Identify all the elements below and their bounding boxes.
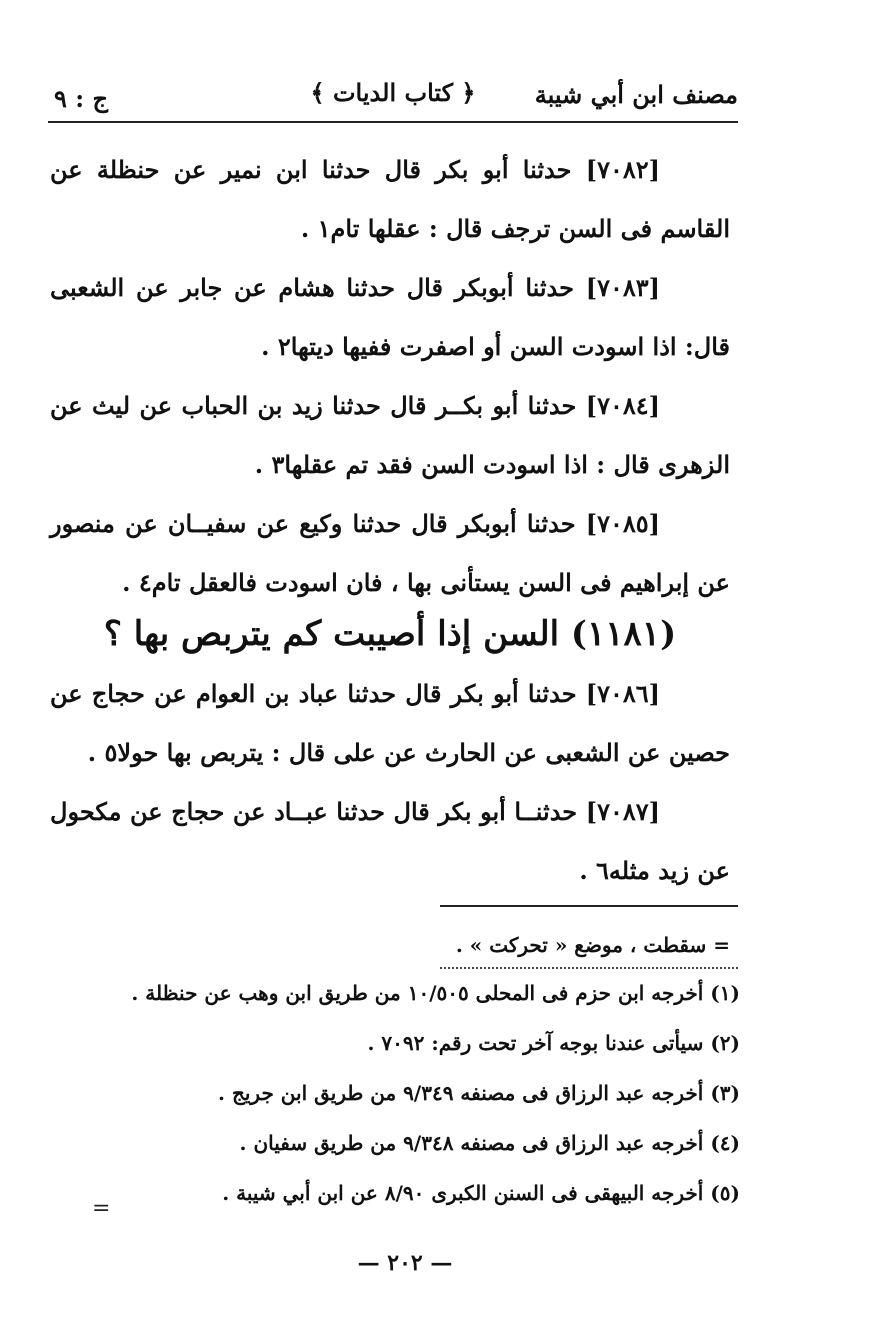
section-heading: (١١٨١) السن إذا أصيبت كم يتربص بها ؟ xyxy=(103,614,677,654)
volume-number: ج : ٩ xyxy=(54,84,108,113)
main-text xyxy=(50,140,730,612)
hadith-paragraph: [٧٠٨٥] حدثنا أبوبكر قال حدثنا وكيع عن سفيــان عن منصور عن إبراهيم فى السن يستأنى بها ، فان اسودت فالعقل تام٤ . xyxy=(50,509,730,597)
running-header xyxy=(48,74,738,118)
hadith-paragraph: [٧٠٨٧] حدثنــا أبو بكر قال حدثنا عبــاد عن حجاج عن مكحول عن زيد مثله٦ . xyxy=(50,797,730,885)
hadith-paragraph: [٧٠٨٢] حدثنا أبو بكر قال حدثنا ابن نمير عن حنظلة عن القاسم فى السن ترجف قال : عقلها تام١ . xyxy=(50,155,730,243)
footnote-continuation: = سقطت ، موضع « تحركت » . xyxy=(455,933,730,957)
footnote-item: (٢) سيأتى عندنا بوجه آخر تحت رقم: ٧٠٩٢ . xyxy=(367,1031,740,1055)
hadith-paragraph: [٧٠٨٣] حدثنا أبوبكر قال حدثنا هشام عن جابر عن الشعبى قال: اذا اسودت السن أو اصفرت ففيها ديتها٢ . xyxy=(50,273,730,361)
chapter-title: ﴿ كتاب الديات ﴾ xyxy=(310,78,476,107)
book-title: مصنف ابن أبي شيبة xyxy=(534,80,738,109)
header-rule xyxy=(48,121,738,123)
footnote-item: (٥) أخرجه البيهقى فى السنن الكبرى ٨/٩٠ عن ابن أبي شيبة . xyxy=(222,1181,740,1205)
footnote-item: (٣) أخرجه عبد الرزاق فى مصنفه ٩/٣٤٩ من طريق ابن جريج . xyxy=(218,1081,740,1105)
main-text-continued xyxy=(50,664,730,900)
footnote-item: (١) أخرجه ابن حزم فى المحلى ١٠/٥٠٥ من طريق ابن وهب عن حنظلة . xyxy=(131,981,740,1005)
footnote-item: (٤) أخرجه عبد الرزاق فى مصنفه ٩/٣٤٨ من طريق سفيان . xyxy=(239,1131,740,1155)
footnote-continuation-mark: = xyxy=(92,1196,111,1221)
hadith-paragraph: [٧٠٨٦] حدثنا أبو بكر قال حدثنا عباد بن العوام عن حجاج عن حصين عن الشعبى عن الحارث عن على قال : يتربص بها حولا٥ . xyxy=(50,679,730,767)
footnote-rule xyxy=(440,905,738,907)
hadith-paragraph: [٧٠٨٤] حدثنا أبو بكــر قال حدثنا زيد بن الحباب عن ليث عن الزهرى قال : اذا اسودت السن فقد تم عقلها٣ . xyxy=(50,391,730,479)
page-number: — ٢٠٢ — xyxy=(357,1250,453,1276)
footnotes xyxy=(50,920,740,1218)
